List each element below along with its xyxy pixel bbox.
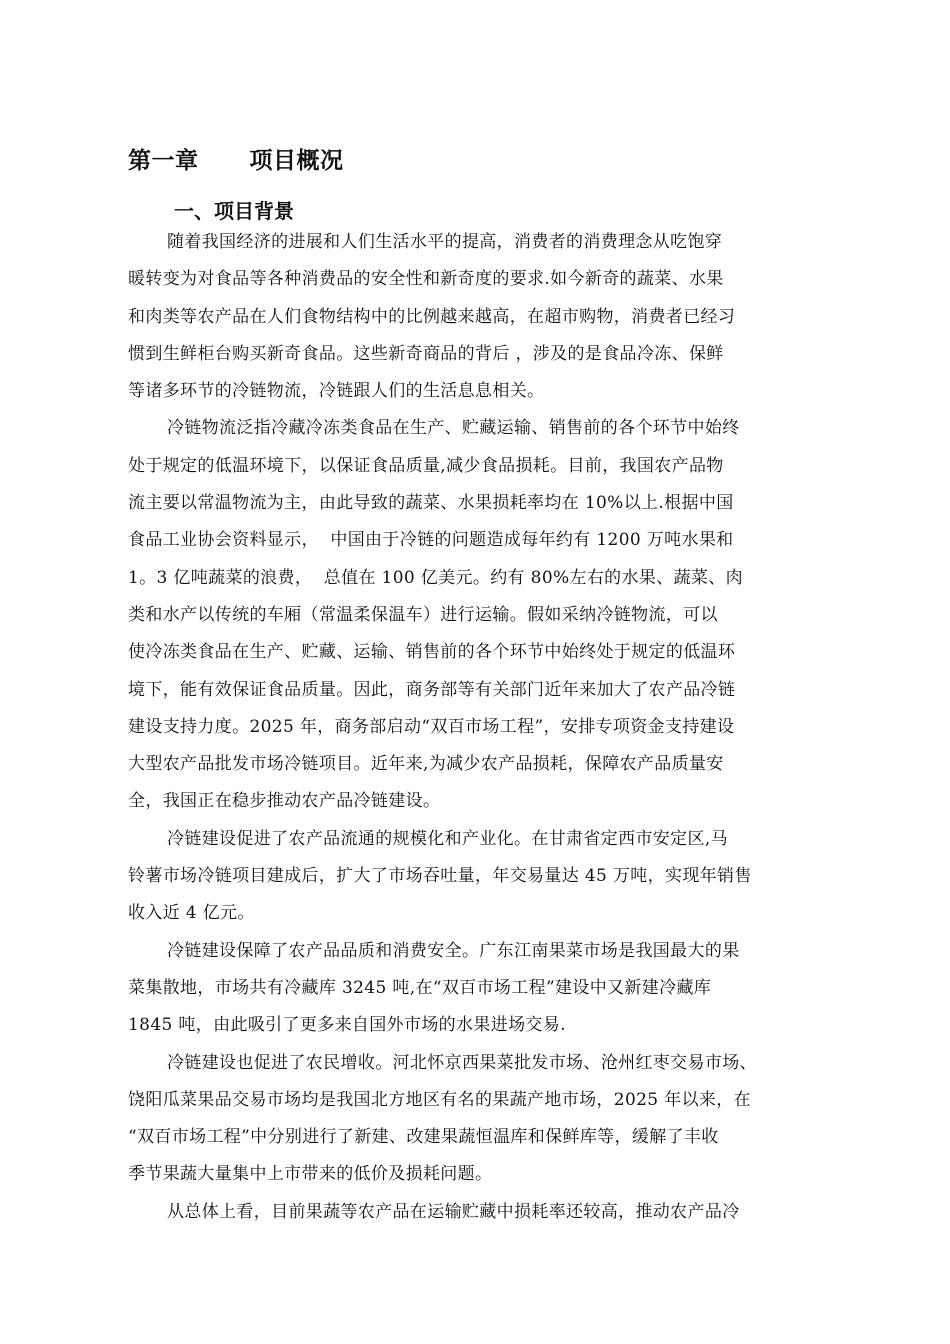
text-line: 1845 吨，由此吸引了更多来自国外市场的水果进场交易. (128, 1015, 566, 1036)
text-line: 1。3 亿吨蔬菜的浪费， 总值在 100 亿美元。约有 80%左右的水果、蔬菜、肉 (128, 567, 743, 588)
text-line: 收入近 4 亿元。 (128, 903, 255, 924)
text-line: 冷链建设保障了农产品品质和消费安全。广东江南果菜市场是我国最大的果 (167, 940, 740, 961)
text-line: 处于规定的低温环境下，以保证食品质量,减少食品损耗。目前，我国农产品物 (128, 455, 724, 476)
text-line: 从总体上看，目前果蔬等农产品在运输贮藏中损耗率还较高，推动农产品冷 (167, 1201, 740, 1222)
text-line: 冷链物流泛指冷藏冷冻类食品在生产、贮藏运输、销售前的各个环节中始终 (167, 418, 740, 439)
text-line: 流主要以常温物流为主，由此导致的蔬菜、水果损耗率均在 10%以上.根据中国 (128, 493, 734, 514)
text-line: 冷链建设也促进了农民增收。河北怀京西果菜批发市场、沧州红枣交易市场、 (167, 1052, 757, 1073)
body-text (128, 224, 818, 1231)
text-line: 等诸多环节的冷链物流，冷链跟人们的生活息息相关。 (128, 381, 545, 402)
text-line: 季节果蔬大量集中上市带来的低价及损耗问题。 (128, 1164, 493, 1185)
text-line: 菜集散地，市场共有冷藏库 3245 吨,在“双百市场工程”建设中又新建冷藏库 (128, 977, 712, 998)
text-line: 大型农产品批发市场冷链项目。近年来,为减少农产品损耗，保障农产品质量安 (128, 754, 724, 775)
text-line: 食品工业协会资料显示， 中国由于冷链的问题造成每年约有 1200 万吨水果和 (128, 530, 734, 551)
text-line: “双百市场工程”中分别进行了新建、改建果蔬恒温库和保鲜库等，缓解了丰收 (128, 1127, 719, 1148)
text-line: 和肉类等农产品在人们食物结构中的比例越来越高，在超市购物，消费者已经习 (128, 306, 736, 327)
text-line: 建设支持力度。2025 年，商务部启动“双百市场工程”，安排专项资金支持建设 (128, 716, 735, 737)
text-line: 铃薯市场冷链项目建成后，扩大了市场吞吐量，年交易量达 45 万吨，实现年销售 (128, 866, 752, 887)
text-line: 暖转变为对食品等各种消费品的安全性和新奇度的要求.如今新奇的蔬菜、水果 (128, 269, 724, 290)
text-line: 使冷冻类食品在生产、贮藏、运输、销售前的各个环节中始终处于规定的低温环 (128, 642, 736, 663)
chapter-title: 第一章 项目概况 (128, 148, 344, 174)
text-line: 类和水产以传统的车厢（常温柔保温车）进行运输。假如采纳冷链物流，可以 (128, 604, 718, 625)
text-line: 饶阳瓜菜果品交易市场均是我国北方地区有名的果蔬产地市场，2025 年以来，在 (128, 1089, 751, 1110)
text-line: 惯到生鲜柜台购买新奇食品。这些新奇商品的背后 ，涉及的是食品冷冻、保鲜 (128, 343, 724, 364)
text-line: 随着我国经济的进展和人们生活水平的提高，消费者的消费理念从吃饱穿 (167, 232, 723, 252)
text-line: 全，我国正在稳步推动农产品冷链建设。 (128, 791, 441, 812)
text-line: 冷链建设促进了农产品流通的规模化和产业化。在甘肃省定西市安定区,马 (167, 828, 728, 849)
text-line: 境下，能有效保证食品质量。因此，商务部等有关部门近年来加大了农产品冷链 (128, 679, 736, 700)
section-title: 一、项目背景 (174, 199, 294, 223)
